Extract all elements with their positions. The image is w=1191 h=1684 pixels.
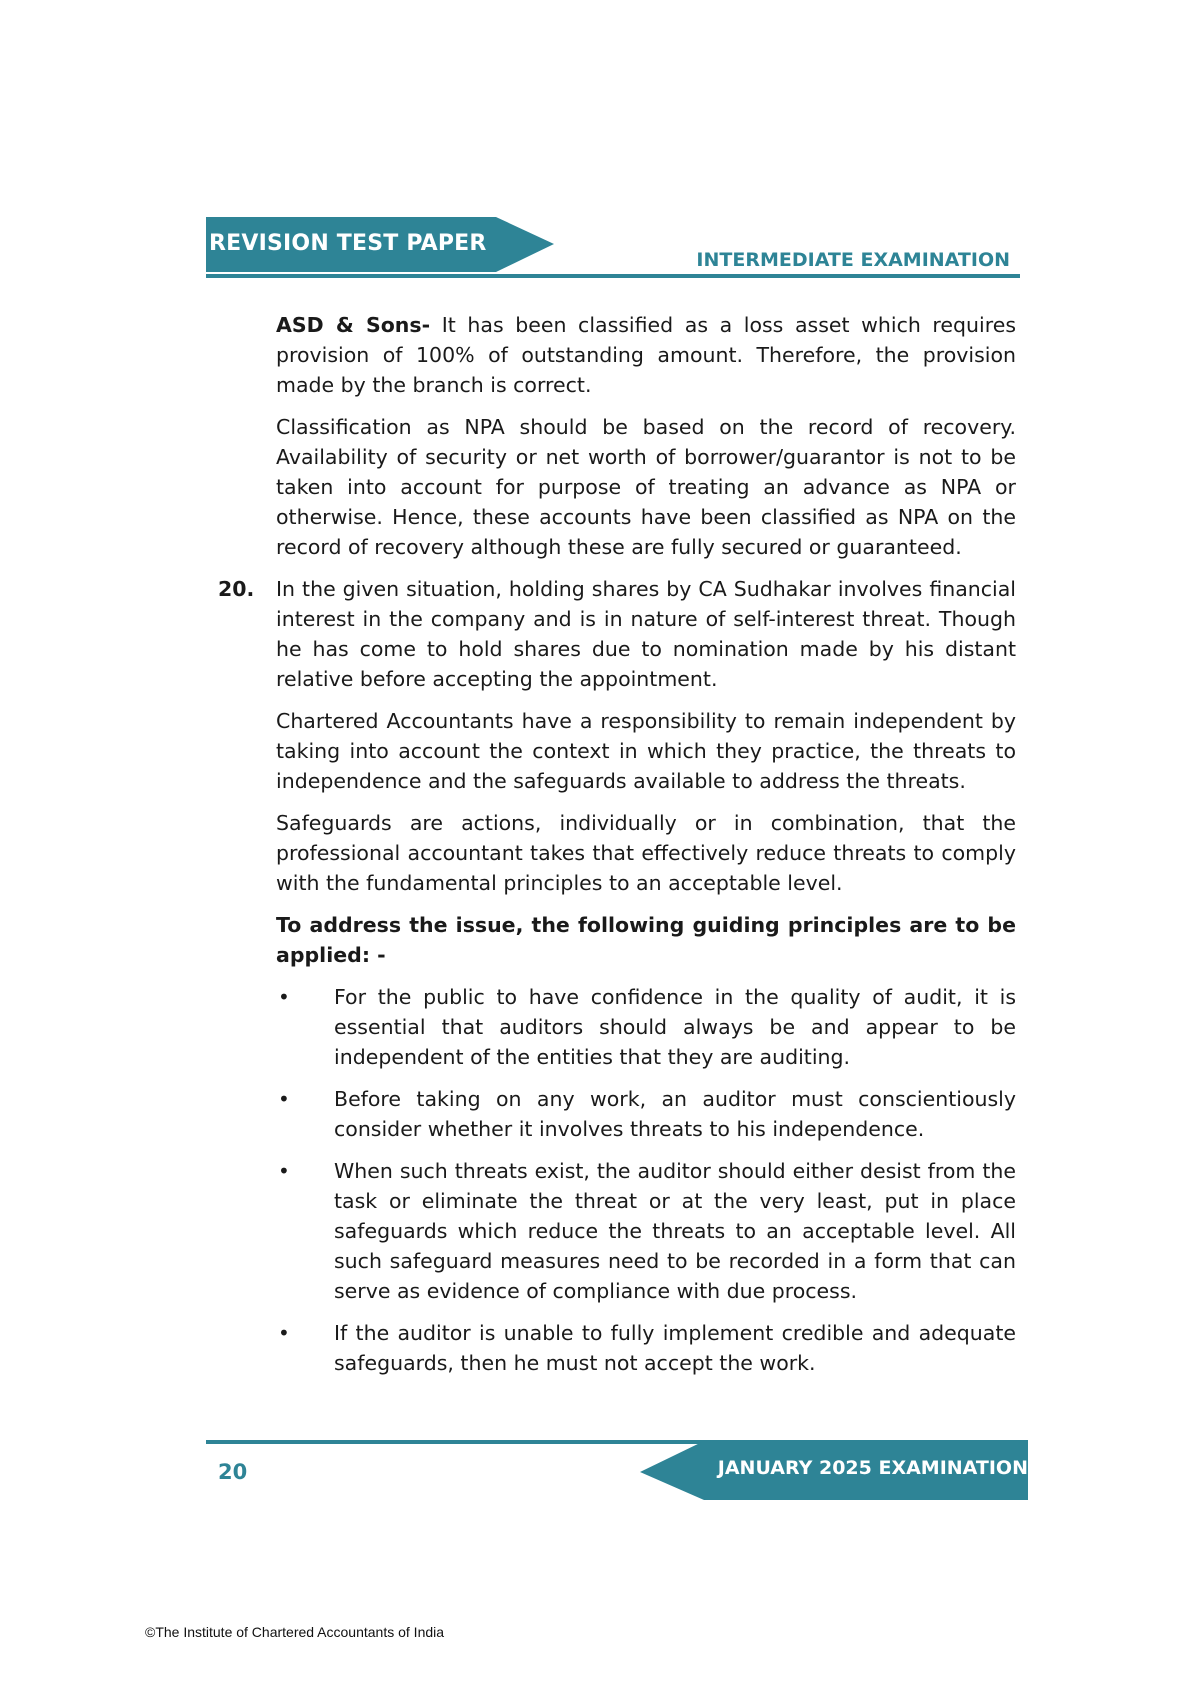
list-item: • Before taking on any work, an auditor must conscientiously consider whether it involves threats to his independence. xyxy=(276,1084,1016,1144)
bullet-icon: • xyxy=(278,985,290,1009)
question-number: 20. xyxy=(218,577,255,601)
list-item: • When such threats exist, the auditor should either desist from the task or eliminate the threat or at the very least, put in place safeguards which reduce the threats to an acceptable level. All such safeguard measures need to be recorded in a form that can serve as evidence of compliance with due process. xyxy=(276,1156,1016,1306)
header-banner-title: REVISION TEST PAPER xyxy=(209,231,487,256)
npa-paragraph: Classification as NPA should be based on the record of recovery. Availability of security or net worth of borrower/guarantor is not to be taken into account for purpose of treating an advance as NPA or otherwise. Hence, these accounts have been classified as NPA on the record of recovery although these are fully secured or guaranteed. xyxy=(276,415,1016,559)
principles-list xyxy=(200,982,1016,1378)
list-item: • For the public to have confidence in the quality of audit, it is essential that auditors should always be and appear to be independent of the entities that they are auditing. xyxy=(276,982,1016,1072)
header-rule xyxy=(206,274,1020,278)
q20-paragraph-3: Safeguards are actions, individually or in combination, that the professional accountant takes that effectively reduce threats to comply with the fundamental principles to an acceptable level. xyxy=(276,811,1016,895)
asd-sons-text: It has been classified as a loss asset which requires provision of 100% of outstanding amount. Therefore, the provision made by the branch is correct. xyxy=(276,313,1016,397)
q20-paragraph-2: Chartered Accountants have a responsibility to remain independent by taking into account the context in which they practice, the threats to independence and the safeguards available to address the threats. xyxy=(276,709,1016,793)
asd-sons-paragraph xyxy=(200,310,1016,400)
bullet-icon: • xyxy=(278,1087,290,1111)
page-number: 20 xyxy=(218,1460,248,1484)
question-20 xyxy=(200,574,1016,694)
bullet-icon: • xyxy=(278,1159,290,1183)
q20-paragraph-1: In the given situation, holding shares by CA Sudhakar involves financial interest in the company and is in nature of self-interest threat. Though he has come to hold shares due to nomination made by his distant relative before accepting the appointment. xyxy=(276,577,1016,691)
list-item: • If the auditor is unable to fully implement credible and adequate safeguards, then he must not accept the work. xyxy=(276,1318,1016,1378)
header-exam-title: INTERMEDIATE EXAMINATION xyxy=(696,249,1010,271)
copyright-notice: ©The Institute of Chartered Accountants of India xyxy=(145,1624,445,1640)
bullet-icon: • xyxy=(278,1321,290,1345)
footer-exam-title: JANUARY 2025 EXAMINATION xyxy=(717,1457,1028,1479)
page-content xyxy=(200,310,1016,1390)
asd-sons-lead: ASD & Sons- xyxy=(276,313,431,337)
principles-heading: To address the issue, the following guiding principles are to be applied: - xyxy=(276,913,1016,967)
